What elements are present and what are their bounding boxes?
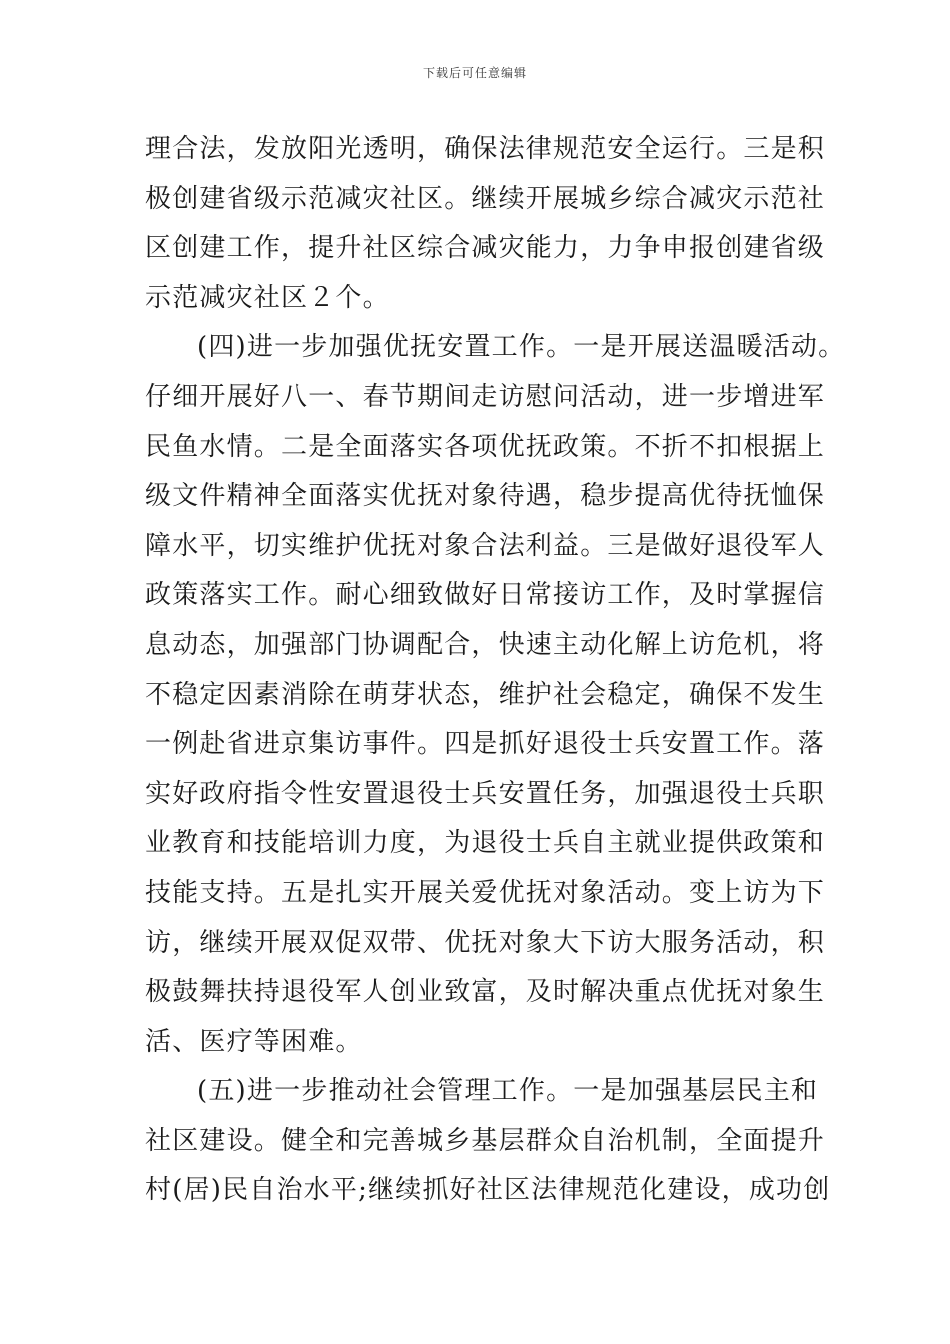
text-line: 社区建设。健全和完善城乡基层群众自治机制，全面提升 [145, 1125, 826, 1156]
text-line: 级文件精神全面落实优抚对象待遇，稳步提高优待抚恤保 [145, 481, 826, 512]
section-heading-line: (五)进一步推动社会管理工作。一是加强基层民主和 [197, 1076, 819, 1107]
text-line: 技能支持。五是扎实开展关爱优抚对象活动。变上访为下 [145, 877, 826, 908]
text-line: 业教育和技能培训力度，为退役士兵自主就业提供政策和 [145, 828, 826, 859]
section-heading-line: (四)进一步加强优抚安置工作。一是开展送温暖活动。 [197, 332, 846, 363]
text-line: 民鱼水情。二是全面落实各项优抚政策。不折不扣根据上 [145, 431, 826, 462]
text-line: 理合法，发放阳光透明，确保法律规范安全运行。三是积 [145, 134, 826, 164]
text-line: 极创建省级示范减灾社区。继续开展城乡综合减灾示范社 [145, 183, 826, 214]
text-line: 一例赴省进京集访事件。四是抓好退役士兵安置工作。落 [145, 729, 826, 760]
text-line: 村(居)民自治水平;继续抓好社区法律规范化建设，成功创 [145, 1175, 831, 1206]
text-line: 区创建工作，提升社区综合减灾能力，力争申报创建省级 [145, 233, 826, 264]
header-note: 下载后可任意编辑 [422, 66, 527, 80]
text-line: 政策落实工作。耐心细致做好日常接访工作，及时掌握信 [145, 580, 826, 611]
document-body [145, 125, 846, 1216]
text-line: 访，继续开展双促双带、优抚对象大下访大服务活动，积 [145, 927, 826, 958]
text-line: 息动态，加强部门协调配合，快速主动化解上访危机，将 [145, 629, 826, 660]
text-line: 极鼓舞扶持退役军人创业致富，及时解决重点优抚对象生 [145, 977, 826, 1008]
text-line: 活、医疗等困难。 [145, 1026, 363, 1057]
text-line: 实好政府指令性安置退役士兵安置任务，加强退役士兵职 [145, 778, 826, 809]
text-line: 障水平，切实维护优抚对象合法利益。三是做好退役军人 [145, 530, 826, 561]
text-line: 示范减灾社区２个。 [145, 282, 390, 313]
text-line: 仔细开展好八一、春节期间走访慰问活动，进一步增进军 [145, 381, 826, 412]
text-line: 不稳定因素消除在萌芽状态，维护社会稳定，确保不发生 [145, 679, 826, 710]
